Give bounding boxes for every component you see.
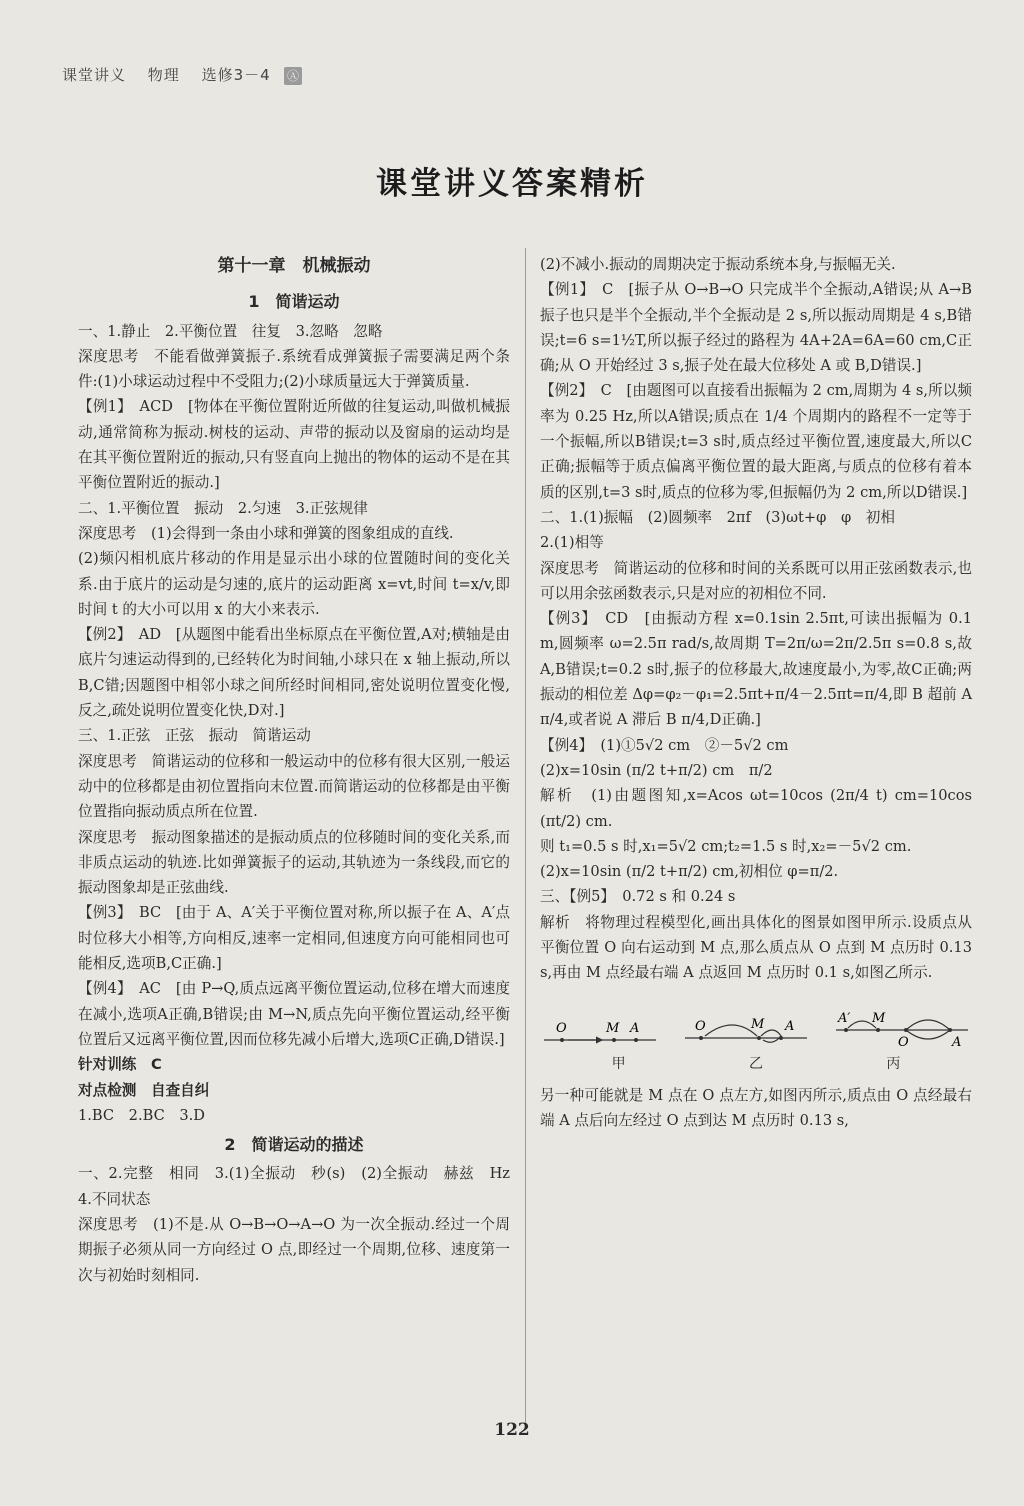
section-heading-1: 1 简谐运动 [248, 292, 340, 312]
left-column [78, 252, 525, 1288]
page-title: 课堂讲义答案精析 [376, 166, 648, 202]
answer-line: 三、【例5】 0.72 s 和 0.24 s [540, 888, 736, 906]
answer-line: 深度思考 简谐运动的位移和一般运动中的位移有很大区别,一般运动中的位移都是由初位置指向末位置.而简谐运动的位移都是由平衡位置指向振动质点所在位置. [78, 752, 510, 821]
answer-line: 【例4】 AC [由 P→Q,质点远离平衡位置运动,位移在增大而速度在减小,选项A正确,B错误;由 M→N,质点先向平衡位置运动,经平衡位置后又远离平衡位置,因而位移先减小后增大,选项C正确,D错误.] [78, 980, 510, 1048]
answer-line: 二、1.平衡位置 振动 2.匀速 3.正弦规律 [78, 499, 368, 517]
label-M: M [751, 1016, 765, 1032]
header-book: 课堂讲义 [62, 66, 127, 84]
answer-line: 2.(1)相等 [540, 534, 604, 552]
answer-line: 【例1】 ACD [物体在平衡位置附近所做的往复运动,叫做机械振动,通常简称为振动.树枝的运动、声带的振动以及窗扇的运动均是在其平衡位置附近的振动,只有竖直向上抛出的物体的运动不是在其平衡位置附近的振动.] [78, 398, 510, 492]
answer-line: 深度思考 不能看做弹簧振子.系统看成弹簧振子需要满足两个条件:(1)小球运动过程中不受阻力;(2)小球质量远大于弹簧质量. [78, 347, 510, 391]
answer-line: 深度思考 (1)会得到一条由小球和弹簧的图象组成的直线. [78, 524, 454, 542]
answer-line: 深度思考 简谐运动的位移和时间的关系既可以用正弦函数表示,也可以用余弦函数表示,只是对应的初相位不同. [540, 559, 972, 602]
answer-line: 解析 (1)由题图知,x=Acos ωt=10cos (2π/4 t) cm=10cos (πt/2) cm. [540, 787, 972, 830]
motion-diagrams [540, 1008, 972, 1050]
label-O: O [898, 1034, 909, 1050]
answer-line: 三、1.正弦 正弦 振动 简谐运动 [78, 727, 311, 745]
header-subject: 物理 [147, 66, 180, 84]
answer-line: (2)频闪相机底片移动的作用是显示出小球的位置随时间的变化关系.由于底片的运动是匀速的,底片的运动距离 x=vt,时间 t=x/v,即时间 t 的大小可以用 x 的大小来表示. [78, 550, 510, 618]
answer-line: 针对训练 C [78, 1056, 162, 1074]
answer-line: 则 t₁=0.5 s 时,x₁=5√2 cm;t₂=1.5 s 时,x₂=－5√2 cm. [540, 837, 912, 855]
answer-line: 解析 将物理过程模型化,画出具体化的图景如图甲所示.设质点从平衡位置 O 向右运动到 M 点,那么质点从 O 点到 M 点历时 0.13 s,再由 M 点经最右端 A 点返回 M 点历时 0.1 s,如图乙所示. [540, 913, 972, 982]
header-module: 选修3－4 [201, 66, 271, 84]
answer-line: 一、2.完整 相同 3.(1)全振动 秒(s) (2)全振动 赫兹 Hz 4.不同状态 [78, 1165, 525, 1208]
answer-line: 【例4】 (1)①5√2 cm ②－5√2 cm [540, 736, 789, 754]
header-badge-icon: Ⓐ [284, 67, 302, 85]
caption-jia: 甲 [611, 1055, 626, 1072]
diagram-jia [540, 1014, 660, 1050]
answer-line: (2)x=10sin (π/2 t+π/2) cm,初相位 φ=π/2. [540, 863, 839, 881]
answer-line: 一、1.静止 2.平衡位置 往复 3.忽略 忽略 [78, 322, 383, 340]
label-M: M [872, 1010, 886, 1026]
caption-yi: 乙 [748, 1055, 763, 1072]
column-divider [525, 248, 526, 1428]
right-column [540, 252, 972, 1134]
answer-line: 深度思考 振动图象描述的是振动质点的位移随时间的变化关系,而非质点运动的轨迹.比如弹簧振子的运动,其轨迹为一条线段,而它的振动图象却是正弦曲线. [78, 828, 510, 897]
label-A: A [952, 1034, 962, 1050]
answer-line: 二、1.(1)振幅 (2)圆频率 2πf (3)ωt+φ φ 初相 [540, 508, 895, 526]
answer-line: 深度思考 (1)不是.从 O→B→O→A→O 为一次全振动.经过一个周期振子必须从同一方向经过 O 点,即经过一个周期,位移、速度第一次与初始时刻相同. [78, 1215, 510, 1284]
answer-line: 对点检测 自查自纠 [78, 1081, 210, 1099]
section-heading-2: 2 简谐运动的描述 [224, 1135, 364, 1155]
label-A: A [785, 1018, 795, 1034]
page-header [62, 64, 318, 85]
label-O: O [556, 1020, 567, 1036]
answer-line: 【例1】 C [振子从 O→B→O 只完成半个全振动,A错误;从 A→B 振子也只是半个全振动,半个全振动是 2 s,所以振动周期是 4 s,B错误;t=6 s=1½T,所以振子经过的路程为 4A+2A=6A=60 cm,C正确;从 O 开始经过 3 s,振子处在最大位移处 A 或 B,D错误.] [540, 281, 972, 375]
figure-captions [540, 1052, 972, 1077]
answer-line: 1.BC 2.BC 3.D [78, 1106, 205, 1124]
answer-line: 【例2】 C [由题图可以直接看出振幅为 2 cm,周期为 4 s,所以频率为 0.25 Hz,所以A错误;质点在 1/4 个周期内的路程不一定等于一个振幅,所以B错误;t=3 s时,质点经过平衡位置,速度最大,所以C正确;振幅等于质点偏离平衡位置的最大距离,与质点的位移有着本质的区别,t=3 s时,质点的位移为零,但振幅仍为 2 cm,所以D错误.] [540, 382, 972, 501]
diagram-yi [681, 1010, 811, 1050]
answer-line: 【例3】 CD [由振动方程 x=0.1sin 2.5πt,可读出振幅为 0.1 m,圆频率 ω=2.5π rad/s,故周期 T=2π/ω=2π/2.5π s=0.8 s,故A,B错误;t=0.2 s时,振子的位移最大,故速度最小,为零,故C正确;两振动的相位差 Δφ=φ₂－φ₁=2.5πt+π/4－2.5πt=π/4,即 B 超前 A π/4,或者说 A 滞后 B π/4,D正确.] [540, 610, 972, 729]
label-A: A [630, 1020, 640, 1036]
answer-line: 【例2】 AD [从题图中能看出坐标原点在平衡位置,A对;横轴是由底片匀速运动得到的,已经转化为时间轴,小球只在 x 轴上振动,所以B,C错;因题图中相邻小球之间所经时间相同,密处说明位置变化慢,反之,疏处说明位置变化快,D对.] [78, 626, 510, 720]
label-A-prime: A′ [838, 1010, 851, 1026]
answer-line: (2)x=10sin (π/2 t+π/2) cm π/2 [540, 761, 773, 779]
answer-line: (2)不减小.振动的周期决定于振动系统本身,与振幅无关. [540, 256, 896, 273]
caption-bing: 丙 [886, 1055, 901, 1072]
label-O: O [695, 1018, 706, 1034]
diagram-bing [832, 1008, 972, 1050]
answer-line: 另一种可能就是 M 点在 O 点左方,如图丙所示,质点由 O 点经最右端 A 点后向左经过 O 点到达 M 点历时 0.13 s, [540, 1086, 972, 1130]
page-number: 122 [494, 1420, 530, 1440]
answer-line: 【例3】 BC [由于 A、A′关于平衡位置对称,所以振子在 A、A′点时位移大小相等,方向相反,速率一定相同,但速度方向可能相同也可能相反,选项B,C正确.] [78, 904, 510, 973]
label-M: M [606, 1020, 620, 1036]
chapter-heading: 第十一章 机械振动 [217, 256, 371, 276]
